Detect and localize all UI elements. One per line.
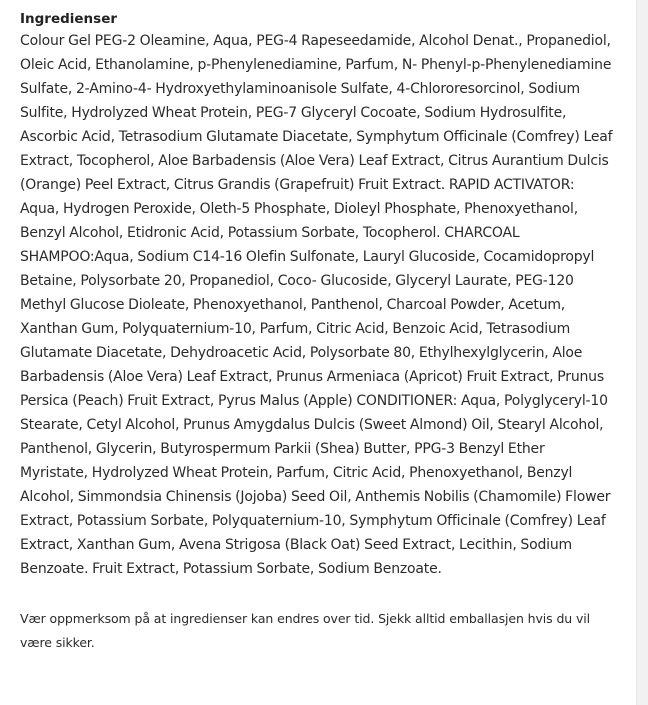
ingredients-heading: Ingredienser: [20, 11, 118, 27]
ingredients-list: Colour Gel PEG-2 Oleamine, Aqua, PEG-4 Rapeseedamide, Alcohol Denat., Propanediol, Oleic Acid, Ethanolamine, p-Phenylenediamine, Parfum, N- Phenyl-p-Phenylenediamine Sulfate, 2-Amino-4- Hydroxyethylaminoanisole Sulfate, 4-Chlororesorcinol, Sodium Sulfite, Hydrolyzed Wheat Protein, PEG-7 Glyceryl Cocoate, Sodium Hydrosulfite, Ascorbic Acid, Tetrasodium Glutamate Diacetate, Symphytum Officinale (Comfrey) Leaf Extract, Tocopherol, Aloe Barbadensis (Aloe Vera) Leaf Extract, Citrus Aurantium Dulcis (Orange) Peel Extract, Citrus Grandis (Grapefruit) Fruit Extract. RAPID ACTIVATOR: Aqua, Hydrogen Peroxide, Oleth-5 Phosphate, Dioleyl Phosphate, Phenoxyethanol, Benzyl Alcohol, Etidronic Acid, Potassium Sorbate, Tocopherol. CHARCOAL SHAMPOO:Aqua, Sodium C14-16 Olefin Sulfonate, Lauryl Glucoside, Cocamidopropyl Betaine, Polysorbate 20, Propanediol, Coco- Glucoside, Glyceryl Laurate, PEG-120 Methyl Glucose Dioleate, Phenoxyethanol, Panthenol, Charcoal Powder, Acetum, Xanthan Gum, Polyquaternium-10, Parfum, Citric Acid, Benzoic Acid, Tetrasodium Glutamate Diacetate, Dehydroacetic Acid, Polysorbate 80, Ethylhexylglycerin, Aloe Barbadensis (Aloe Vera) Leaf Extract, Prunus Armeniaca (Apricot) Fruit Extract, Prunus Persica (Peach) Fruit Extract, Pyrus Malus (Apple) CONDITIONER: Aqua, Polyglyceryl-10 Stearate, Cetyl Alcohol, Prunus Amygdalus Dulcis (Sweet Almond) Oil, Stearyl Alcohol, Panthenol, Glycerin, Butyrospermum Parkii (Shea) Butter, PPG-3 Benzyl Ether Myristate, Hydrolyzed Wheat Protein, Parfum, Citric Acid, Phenoxyethanol, Benzyl Alcohol, Simmondsia Chinensis (Jojoba) Seed Oil, Anthemis Nobilis (Chamomile) Flower Extract, Potassium Sorbate, Polyquaternium-10, Symphytum Officinale (Comfrey) Leaf Extract, Xanthan Gum, Avena Strigosa (Black Oat) Seed Extract, Lecithin, Sodium Benzoate. Fruit Extract, Potassium Sorbate, Sodium Benzoate.: [20, 33, 613, 577]
ingredients-section: [20, 10, 616, 655]
scrollbar-track[interactable]: [636, 0, 648, 705]
ingredients-disclaimer: Vær oppmerksom på at ingredienser kan endres over tid. Sjekk alltid emballasjen hvis du vil være sikker.: [20, 611, 591, 650]
